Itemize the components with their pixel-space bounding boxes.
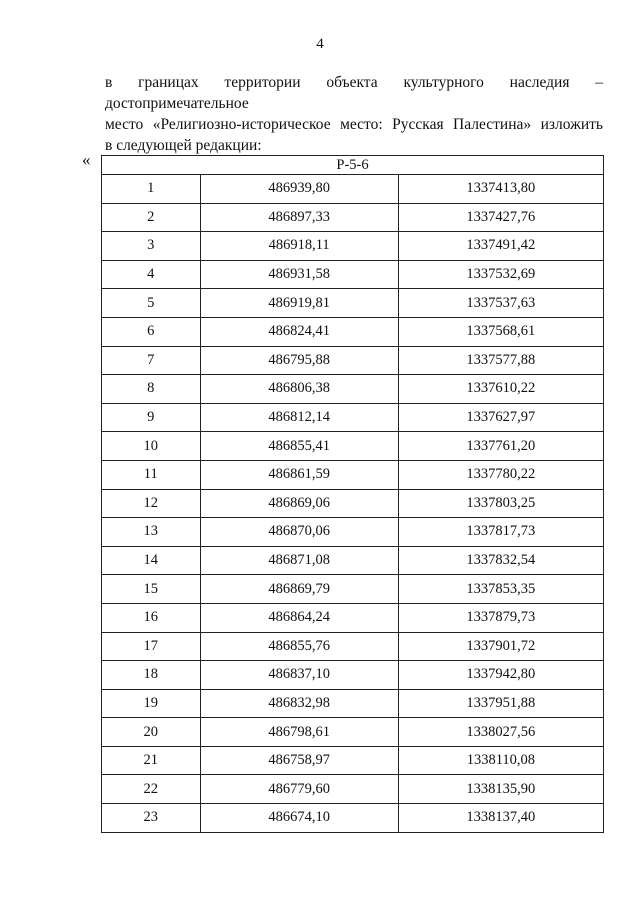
point-number-cell: 15 [102,575,201,604]
table-row [102,603,604,632]
point-number-cell: 20 [102,718,201,747]
point-number-cell: 8 [102,375,201,404]
coord-x-cell: 486918,11 [200,232,398,261]
table-row [102,375,604,404]
table-row [102,775,604,804]
page-number: 4 [316,36,324,52]
coord-y-cell: 1337901,72 [398,632,603,661]
point-number-cell: 21 [102,746,201,775]
table-row [102,175,604,204]
coord-x-cell: 486869,06 [200,489,398,518]
point-number-cell: 9 [102,403,201,432]
coord-y-cell: 1337879,73 [398,603,603,632]
table-row [102,746,604,775]
point-number-cell: 6 [102,317,201,346]
table-row [102,661,604,690]
coord-x-cell: 486897,33 [200,203,398,232]
coord-y-cell: 1337627,97 [398,403,603,432]
table-row [102,289,604,318]
point-number-cell: 18 [102,661,201,690]
coord-y-cell: 1337803,25 [398,489,603,518]
coord-y-cell: 1338027,56 [398,718,603,747]
opening-quote: « [82,150,91,169]
coord-x-cell: 486832,98 [200,689,398,718]
point-number-cell: 19 [102,689,201,718]
coord-y-cell: 1337491,42 [398,232,603,261]
coord-y-cell: 1337427,76 [398,203,603,232]
coord-x-cell: 486795,88 [200,346,398,375]
table-row [102,203,604,232]
coord-y-cell: 1337577,88 [398,346,603,375]
point-number-cell: 3 [102,232,201,261]
table-row [102,403,604,432]
coord-y-cell: 1337951,88 [398,689,603,718]
table-row [102,718,604,747]
coord-x-cell: 486931,58 [200,260,398,289]
table-row [102,460,604,489]
table-row [102,518,604,547]
point-number-cell: 1 [102,175,201,204]
intro-line: место «Религиозно-историческое место: Русская Палестина» изложить [105,116,603,133]
point-number-cell: 7 [102,346,201,375]
table-row [102,346,604,375]
coord-x-cell: 486871,08 [200,546,398,575]
table-row [102,546,604,575]
coord-x-cell: 486855,76 [200,632,398,661]
coord-x-cell: 486870,06 [200,518,398,547]
coord-y-cell: 1337832,54 [398,546,603,575]
coord-y-cell: 1337568,61 [398,317,603,346]
point-number-cell: 4 [102,260,201,289]
table-row [102,432,604,461]
point-number-cell: 11 [102,460,201,489]
table-row [102,260,604,289]
coord-y-cell: 1337610,22 [398,375,603,404]
point-number-cell: 23 [102,804,201,833]
coord-x-cell: 486674,10 [200,804,398,833]
coord-y-cell: 1337413,80 [398,175,603,204]
coord-y-cell: 1337780,22 [398,460,603,489]
coord-x-cell: 486758,97 [200,746,398,775]
intro-paragraph [105,72,603,156]
coord-y-cell: 1337532,69 [398,260,603,289]
coord-x-cell: 486798,61 [200,718,398,747]
table-row [102,575,604,604]
coord-y-cell: 1338137,40 [398,804,603,833]
coord-y-cell: 1337761,20 [398,432,603,461]
coord-y-cell: 1337853,35 [398,575,603,604]
table-body [102,175,604,833]
point-number-cell: 17 [102,632,201,661]
table-header: Р-5-6 [102,156,604,175]
coord-x-cell: 486939,80 [200,175,398,204]
coord-x-cell: 486864,24 [200,603,398,632]
point-number-cell: 10 [102,432,201,461]
table-row [102,489,604,518]
coord-x-cell: 486837,10 [200,661,398,690]
table-header-row [102,156,604,175]
coord-x-cell: 486869,79 [200,575,398,604]
coord-x-cell: 486806,38 [200,375,398,404]
table-row [102,632,604,661]
coord-x-cell: 486779,60 [200,775,398,804]
coord-y-cell: 1338110,08 [398,746,603,775]
coord-x-cell: 486855,41 [200,432,398,461]
table-row [102,689,604,718]
point-number-cell: 12 [102,489,201,518]
coord-x-cell: 486861,59 [200,460,398,489]
coord-x-cell: 486824,41 [200,317,398,346]
point-number-cell: 5 [102,289,201,318]
coord-y-cell: 1337537,63 [398,289,603,318]
table-row [102,804,604,833]
coordinates-table [101,155,604,833]
point-number-cell: 14 [102,546,201,575]
table-row [102,317,604,346]
intro-line: в следующей редакции: [105,137,262,154]
point-number-cell: 22 [102,775,201,804]
intro-line: в границах территории объекта культурного наследия – достопримечательное [105,74,603,112]
coord-y-cell: 1338135,90 [398,775,603,804]
coord-y-cell: 1337942,80 [398,661,603,690]
point-number-cell: 13 [102,518,201,547]
coord-x-cell: 486919,81 [200,289,398,318]
coord-x-cell: 486812,14 [200,403,398,432]
point-number-cell: 2 [102,203,201,232]
coord-y-cell: 1337817,73 [398,518,603,547]
table-row [102,232,604,261]
point-number-cell: 16 [102,603,201,632]
